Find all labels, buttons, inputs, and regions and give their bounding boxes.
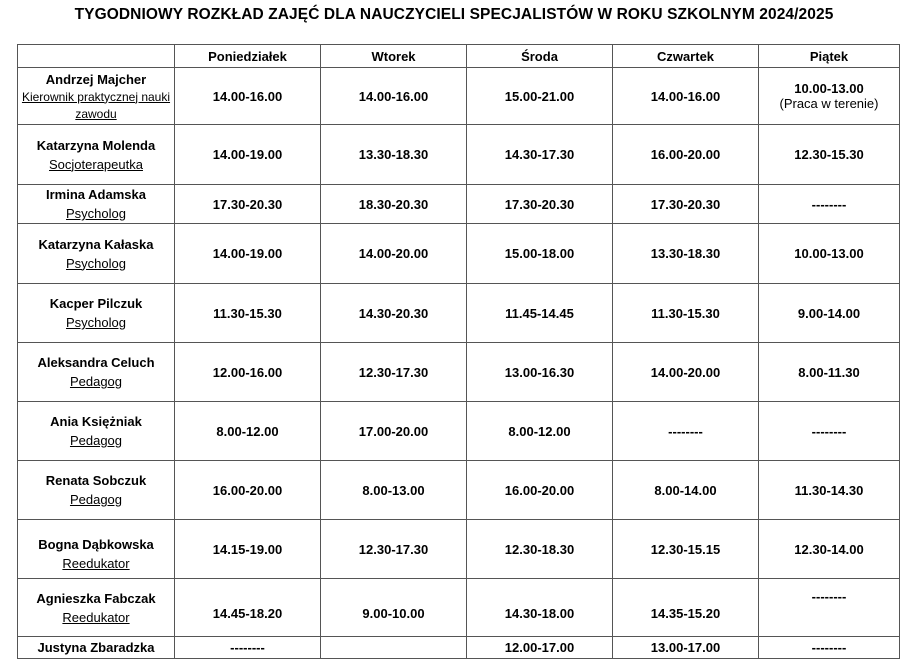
- table-row: [18, 224, 900, 284]
- teacher-role: Pedagog: [69, 433, 123, 448]
- time-cell: [759, 68, 900, 125]
- day-header: Czwartek: [613, 45, 759, 68]
- teacher-role: Reedukator: [62, 556, 130, 571]
- teacher-name: Justyna Zbaradzka: [37, 640, 155, 655]
- time-cell: 12.30-17.30: [321, 343, 467, 402]
- time-cell: 8.00-11.30: [759, 343, 900, 402]
- time-cell: 14.00-19.00: [175, 125, 321, 185]
- day-header: Piątek: [759, 45, 900, 68]
- time-cell: 10.00-13.00: [759, 224, 900, 284]
- time-cell: 14.45-18.20: [175, 579, 321, 637]
- schedule-table: [17, 44, 900, 659]
- teacher-cell: [18, 461, 175, 520]
- time-cell: 14.00-16.00: [613, 68, 759, 125]
- time-cell: 13.30-18.30: [321, 125, 467, 185]
- time-cell: 11.30-15.30: [175, 284, 321, 343]
- teacher-cell: [18, 284, 175, 343]
- time-cell: 12.30-15.30: [759, 125, 900, 185]
- teacher-role: Psycholog: [66, 206, 126, 221]
- time-cell: 14.00-20.00: [321, 224, 467, 284]
- time-cell: 14.30-17.30: [467, 125, 613, 185]
- teacher-role: Socjoterapeutka: [49, 156, 143, 172]
- teacher-cell: [18, 343, 175, 402]
- time-cell: 13.00-17.00: [613, 637, 759, 659]
- time-cell: 14.30-18.00: [467, 579, 613, 637]
- teacher-name: Katarzyna Kałaska: [38, 236, 154, 252]
- time-cell: 14.15-19.00: [175, 520, 321, 579]
- time-cell: 15.00-18.00: [467, 224, 613, 284]
- time-cell: 11.30-14.30: [759, 461, 900, 520]
- time-cell: 14.35-15.20: [613, 579, 759, 637]
- teacher-name: Aleksandra Celuch: [37, 355, 155, 370]
- teacher-role: Psycholog: [66, 255, 126, 271]
- teacher-name: Andrzej Majcher: [45, 71, 147, 87]
- time-cell: 14.30-20.30: [321, 284, 467, 343]
- time-cell: --------: [759, 637, 900, 659]
- table-row: [18, 461, 900, 520]
- day-header: Poniedziałek: [175, 45, 321, 68]
- day-header: Środa: [467, 45, 613, 68]
- time-cell: 11.45-14.45: [467, 284, 613, 343]
- time-cell: 12.30-15.15: [613, 520, 759, 579]
- time-cell: 8.00-12.00: [467, 402, 613, 461]
- table-row: [18, 185, 900, 224]
- time-cell: 16.00-20.00: [175, 461, 321, 520]
- time-cell: --------: [613, 402, 759, 461]
- table-row: [18, 637, 900, 659]
- time-cell: 8.00-12.00: [175, 402, 321, 461]
- teacher-name: Katarzyna Molenda: [36, 137, 156, 153]
- time-cell: --------: [759, 185, 900, 224]
- teacher-name: Ania Księżniak: [50, 414, 142, 429]
- teacher-cell: [18, 402, 175, 461]
- time-cell: 14.00-16.00: [175, 68, 321, 125]
- time-cell: --------: [175, 637, 321, 659]
- time-cell: 8.00-14.00: [613, 461, 759, 520]
- teacher-name: Renata Sobczuk: [45, 473, 147, 488]
- teacher-cell: [18, 637, 175, 659]
- time-note: (Praca w terenie): [779, 96, 879, 111]
- header-row: [18, 45, 900, 68]
- table-row: [18, 402, 900, 461]
- teacher-cell: [18, 185, 175, 224]
- teacher-name: Agnieszka Fabczak: [36, 590, 156, 606]
- time-cell: 8.00-13.00: [321, 461, 467, 520]
- time-cell: 14.00-19.00: [175, 224, 321, 284]
- teacher-role: Pedagog: [69, 492, 123, 507]
- day-header: Wtorek: [321, 45, 467, 68]
- time-cell: 9.00-10.00: [321, 579, 467, 637]
- time-cell: 14.00-16.00: [321, 68, 467, 125]
- time-cell: 14.00-20.00: [613, 343, 759, 402]
- teacher-cell: [18, 520, 175, 579]
- time-cell: 17.00-20.00: [321, 402, 467, 461]
- time-cell: 13.00-16.30: [467, 343, 613, 402]
- teacher-role: Kierownik praktycznej nauki zawodu: [21, 89, 171, 121]
- teacher-name: Kacper Pilczuk: [49, 296, 143, 311]
- time-cell: 13.30-18.30: [613, 224, 759, 284]
- time-cell: 12.30-14.00: [759, 520, 900, 579]
- time-cell: [321, 637, 467, 659]
- table-row: [18, 520, 900, 579]
- time-cell: 12.00-16.00: [175, 343, 321, 402]
- time-cell: --------: [759, 402, 900, 461]
- time-value: 10.00-13.00: [794, 81, 864, 96]
- time-cell: 15.00-21.00: [467, 68, 613, 125]
- table-row: [18, 579, 900, 637]
- table-row: [18, 343, 900, 402]
- time-cell: 11.30-15.30: [613, 284, 759, 343]
- teacher-cell: [18, 579, 175, 637]
- table-row: [18, 68, 900, 125]
- teacher-cell: [18, 224, 175, 284]
- teacher-cell: [18, 68, 175, 125]
- teacher-role: Psycholog: [66, 315, 126, 330]
- time-cell: 18.30-20.30: [321, 185, 467, 224]
- teacher-cell: [18, 125, 175, 185]
- teacher-name: Bogna Dąbkowska: [38, 537, 154, 552]
- teacher-role: Reedukator: [62, 609, 130, 625]
- time-cell: 12.30-18.30: [467, 520, 613, 579]
- time-cell: 17.30-20.30: [467, 185, 613, 224]
- time-cell: 9.00-14.00: [759, 284, 900, 343]
- table-row: [18, 125, 900, 185]
- corner-cell: [18, 45, 175, 68]
- time-cell: 12.30-17.30: [321, 520, 467, 579]
- time-cell: 17.30-20.30: [175, 185, 321, 224]
- time-cell: 16.00-20.00: [467, 461, 613, 520]
- table-row: [18, 284, 900, 343]
- teacher-name: Irmina Adamska: [46, 187, 146, 202]
- time-cell: 17.30-20.30: [613, 185, 759, 224]
- time-cell: 12.00-17.00: [467, 637, 613, 659]
- teacher-role: Pedagog: [69, 374, 123, 389]
- page-title: TYGODNIOWY ROZKŁAD ZAJĘĆ DLA NAUCZYCIELI SPECJALISTÓW W ROKU SZKOLNYM 2024/2025: [74, 6, 834, 23]
- time-cell: --------: [759, 579, 900, 637]
- time-cell: 16.00-20.00: [613, 125, 759, 185]
